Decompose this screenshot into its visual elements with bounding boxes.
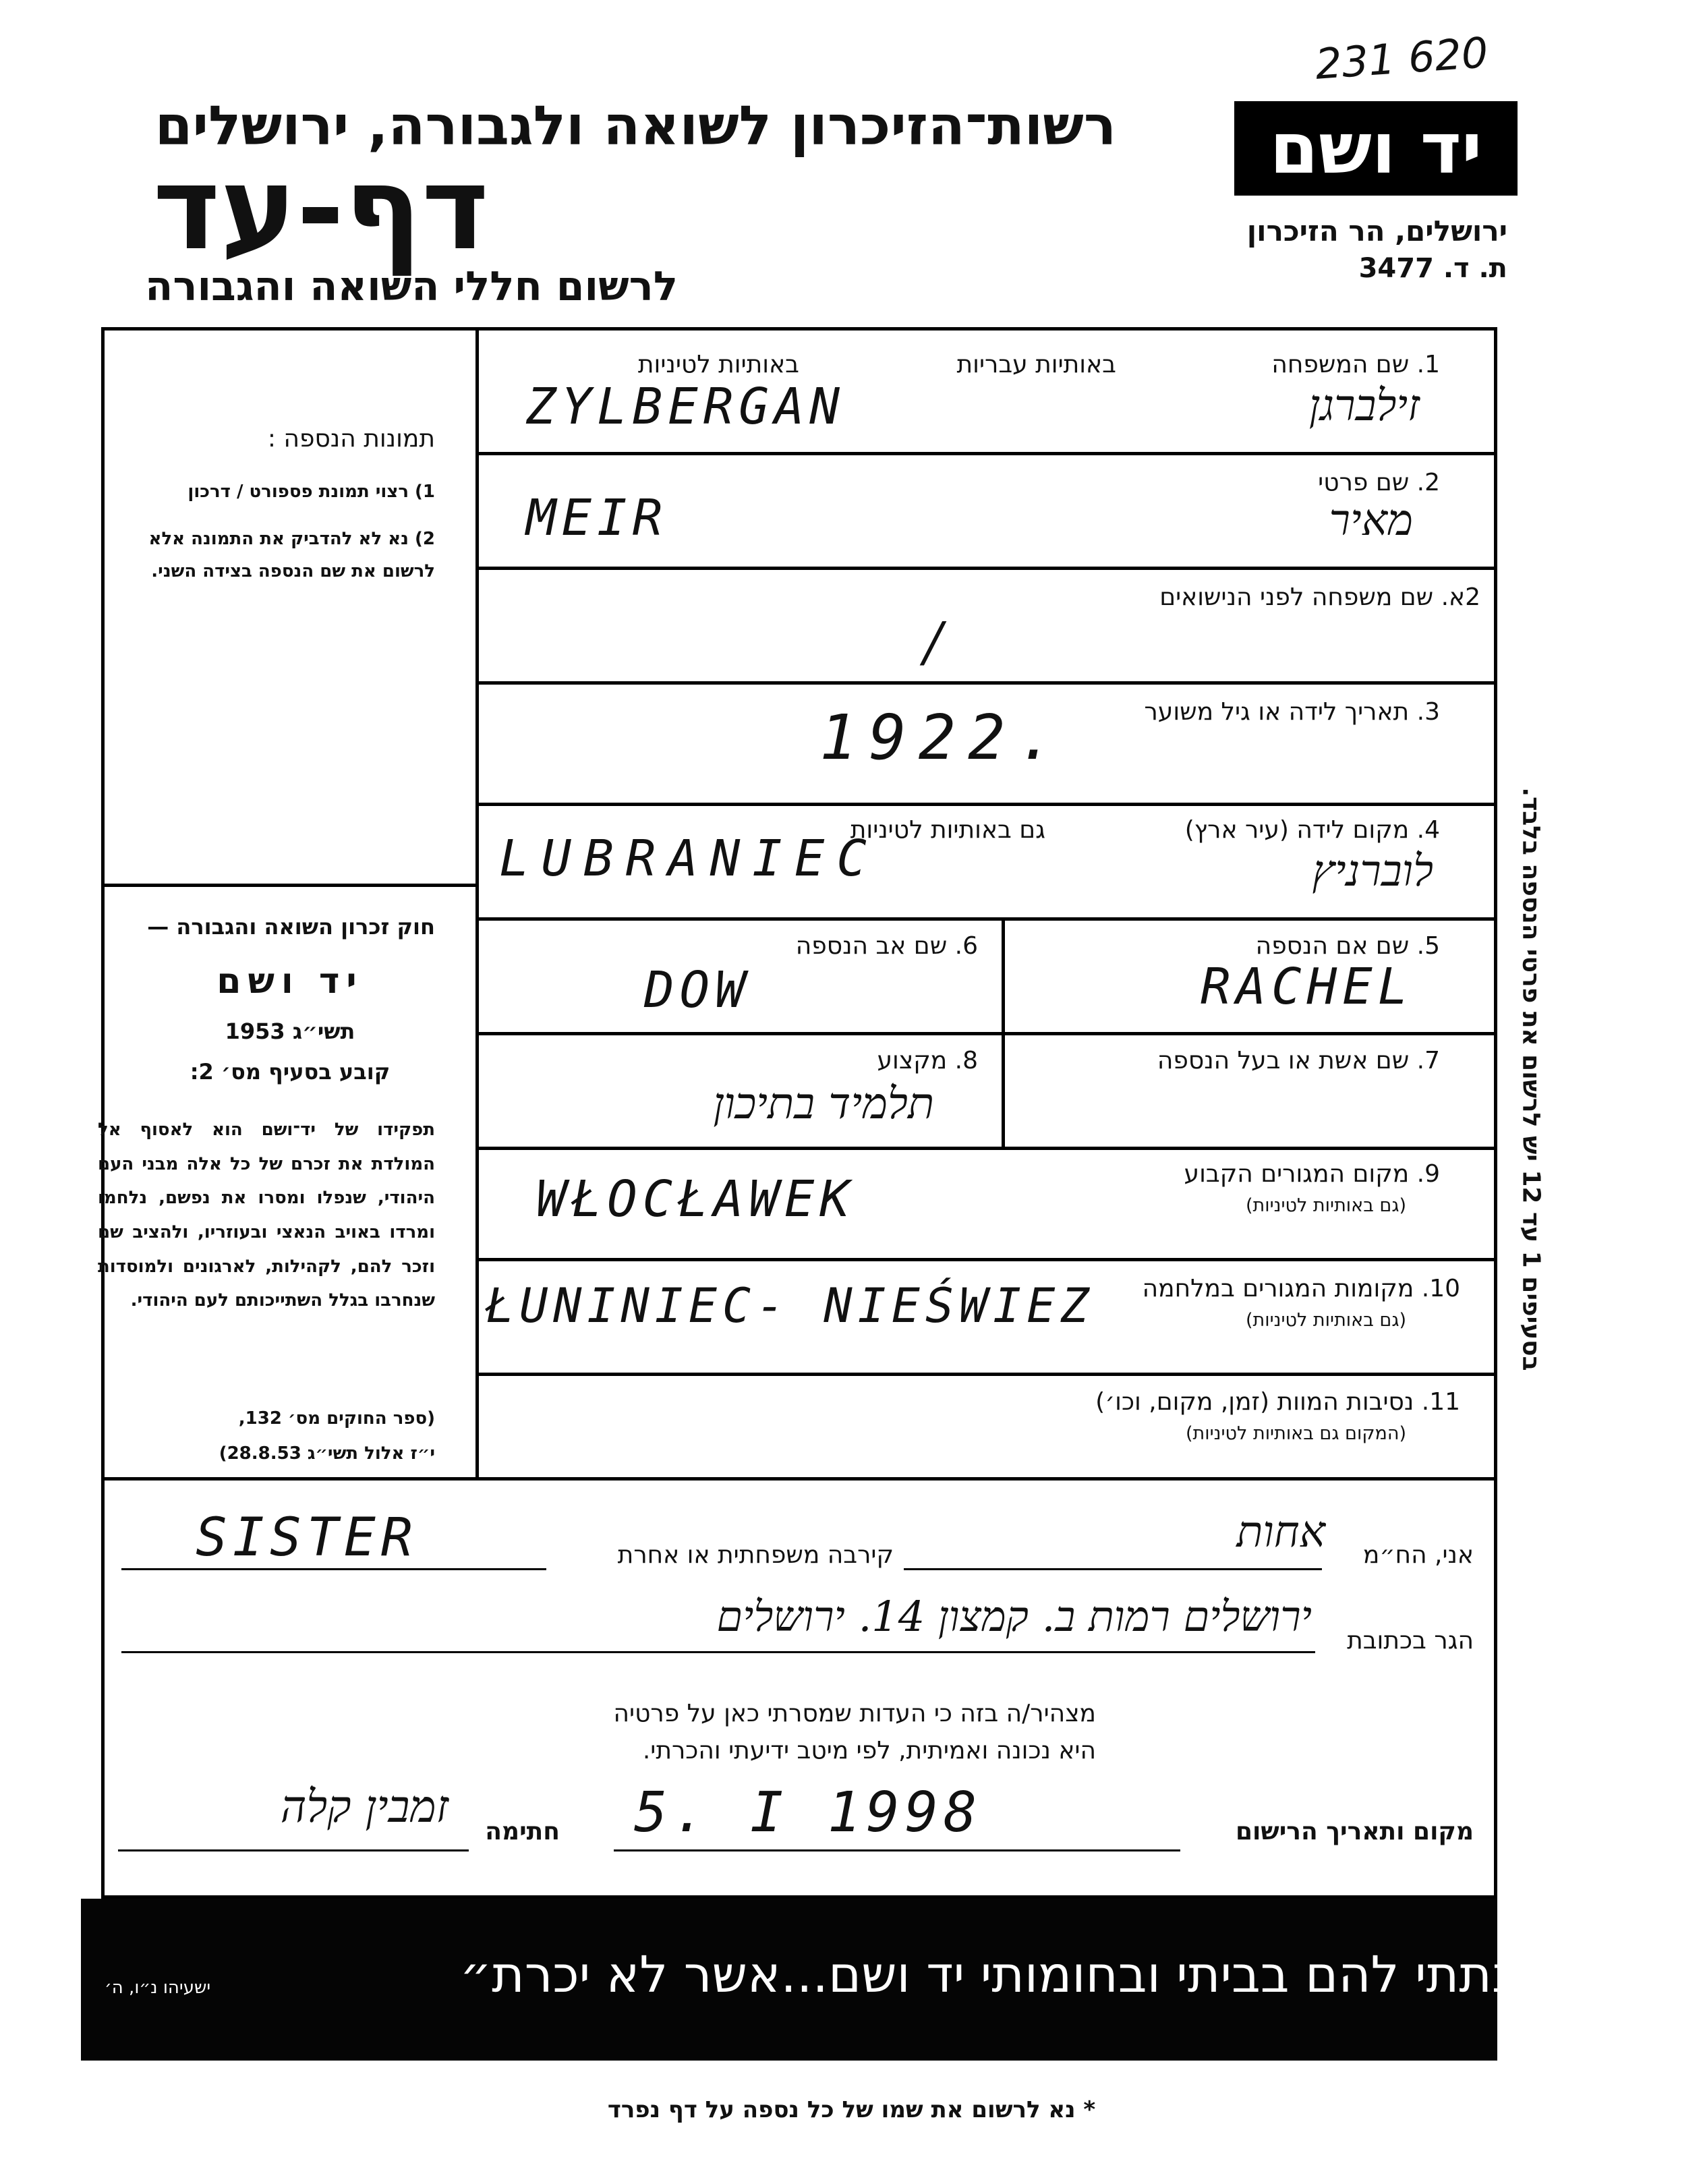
field-9-value[interactable]: WŁOCŁAWEK (536, 1170, 855, 1228)
field-8-value[interactable]: תלמיד בתיכון (713, 1079, 934, 1129)
field-1-label: 1. שם המשפחה (1271, 351, 1440, 378)
statement-line-2: היא נכונה ואמיתית, לפי מיטב ידיעתי והכרתי. (642, 1737, 1096, 1764)
field-9-sublabel: (גם באותיות לטיניות) (1245, 1195, 1406, 1216)
address-line-1: ירושלים, הר הזיכרון (1246, 214, 1507, 248)
form-subtitle: לרשום חללי השואה והגבורה (145, 263, 678, 310)
photo-note-1: 1) רצוי תמונת פספורט / דרכון (187, 482, 435, 502)
relation-label: קירבה משפחתית או אחרת (617, 1541, 894, 1569)
field-2-label: 2. שם פרטי (1318, 469, 1440, 496)
field-1-hebrew-column: באותיות עבריות (956, 351, 1116, 378)
field-2a-label: 2א. שם משפחה לפני הנישואים (1159, 583, 1480, 611)
field-3-value[interactable]: 1922. (819, 701, 1067, 774)
law-year: תשי״ג 1953 (225, 1018, 355, 1044)
row-divider (479, 1032, 1497, 1035)
serial-number: 231 620 (1313, 28, 1490, 89)
field-4-value-latin[interactable]: LUBRANIEC (499, 830, 879, 888)
registration-date-value[interactable]: 5. I 1998 (634, 1781, 983, 1845)
quote-verse: ״...ונתתי להם בביתי ובחומותי יד ושם...אשר לא יכרת״ (459, 1946, 1605, 2004)
signature-label: חתימה (485, 1818, 560, 1845)
place-date-label: מקום ותאריך הרישום (1235, 1818, 1474, 1845)
field-7-label: 7. שם אשת או בעל הנספה (1157, 1047, 1440, 1074)
row-divider (479, 803, 1497, 806)
row-divider (479, 1147, 1497, 1150)
place-date-line (614, 1849, 1180, 1851)
form-title: דף-עד (152, 142, 489, 276)
field-5-value[interactable]: RACHEL (1201, 958, 1414, 1016)
field-11-sublabel: (המקום גם באותיות לטיניות) (1185, 1423, 1406, 1444)
address-label: הגר בכתובת (1347, 1627, 1474, 1655)
statement-line-1: מצהיר/ה בזה כי העדות שמסרתי כאן על פרטיה (613, 1700, 1096, 1727)
declaration-i-line (904, 1568, 1322, 1570)
photo-heading: תמונות הנספה : (267, 425, 435, 453)
row-divider (479, 452, 1497, 455)
column-divider (1002, 917, 1005, 1147)
law-section: קובע בסעיף מס׳ 2: (190, 1059, 391, 1085)
relation-value[interactable]: SISTER (196, 1507, 418, 1568)
photo-note-2: 2) נא לא להדביק את התמונה אלא לרשום את שם הנספה בצידה השני. (148, 529, 435, 582)
declaration-i-value[interactable]: אחות (1236, 1507, 1325, 1557)
law-ref-1: (ספר החוקים מס׳ 132, (238, 1408, 435, 1429)
field-6-label: 6. שם אב הנספה (795, 932, 978, 960)
field-2-value-hebrew[interactable]: מאיר (1329, 496, 1413, 546)
field-11-label: 11. נסיבות המוות (זמן, מקום, וכו׳) (1095, 1388, 1460, 1416)
law-ref-2: י״ז אלול תשי״ג 28.8.53) (219, 1443, 435, 1464)
address-line-2: ת. ד. 3477 (1358, 253, 1507, 284)
field-2a-value[interactable]: / (924, 610, 942, 673)
signature-value[interactable]: זמבין קלה (280, 1781, 449, 1833)
authority-title: רשות־הזיכרון לשואה ולגבורה, ירושלים (154, 94, 1116, 157)
row-divider (479, 1258, 1497, 1261)
relation-line (121, 1568, 546, 1570)
yad-vashem-logo: יד ושם (1234, 101, 1518, 196)
field-10-sublabel: (גם באותיות לטיניות) (1245, 1310, 1406, 1331)
field-1-value-latin[interactable]: ZYLBERGAN (526, 378, 845, 436)
law-text: תפקידו של יד־ושם הוא לאסוף אל המולדת את זכרם של כל אלה מבני העם היהודי, שנפלו ומסרו את נפשם, נלחמו ומרדו באויב הנאצי ובעוזריו, ולהציב שם וזכר להם, לקהילות, לארגונים ולמוסדות שנחרבו בגלל השתייכותם לעם היהודי. (98, 1120, 435, 1311)
address-line (121, 1651, 1315, 1653)
signature-line (118, 1849, 469, 1851)
law-title: חוק זכרון השואה והגבורה — (147, 914, 435, 940)
quote-source: ישעיהו נ״ו, ה׳ (105, 1978, 211, 1998)
field-10-value[interactable]: ŁUNINIEC- NIEŚWIEZ (486, 1278, 1095, 1333)
address-value[interactable]: ירושלים רמות ב. קמצון 14. ירושלים (716, 1592, 1312, 1641)
field-4-value-hebrew[interactable]: לוברניץ (1312, 846, 1433, 896)
field-4-label: 4. מקום לידה (עיר ארץ) (1184, 816, 1440, 844)
field-1-value-hebrew[interactable]: זילברגן (1308, 381, 1420, 431)
field-10-label: 10. מקומות המגורים במלחמה (1142, 1275, 1460, 1302)
field-8-label: 8. מקצוע (877, 1047, 978, 1074)
side-note-text: בסעיפים 1 עד 12 יש לרשום את פרטי הנספה בלבד. (1517, 787, 1545, 1371)
field-4-also-latin: גם באותיות לטיניות (850, 816, 1045, 844)
declaration-i-label: אני, הח״מ (1362, 1541, 1474, 1569)
footer-note: * נא לרשום את שמו של כל נספה על דף נפרד (607, 2096, 1096, 2123)
field-2-value-latin[interactable]: MEIR (526, 489, 668, 547)
law-name: יד ושם (217, 961, 364, 1002)
left-column-divider (101, 884, 479, 887)
row-divider (479, 681, 1497, 685)
side-note (1491, 708, 1571, 1450)
field-9-label: 9. מקום המגורים הקבוע (1184, 1160, 1440, 1188)
field-5-label: 5. שם אם הנספה (1255, 932, 1440, 960)
field-3-label: 3. תאריך לידה או גיל משוער (1144, 698, 1440, 726)
row-divider (479, 567, 1497, 570)
field-6-value[interactable]: DOW (644, 961, 751, 1019)
row-divider (479, 1373, 1497, 1376)
field-1-latin-column: באותיות לטיניות (637, 351, 799, 378)
row-divider (479, 917, 1497, 921)
